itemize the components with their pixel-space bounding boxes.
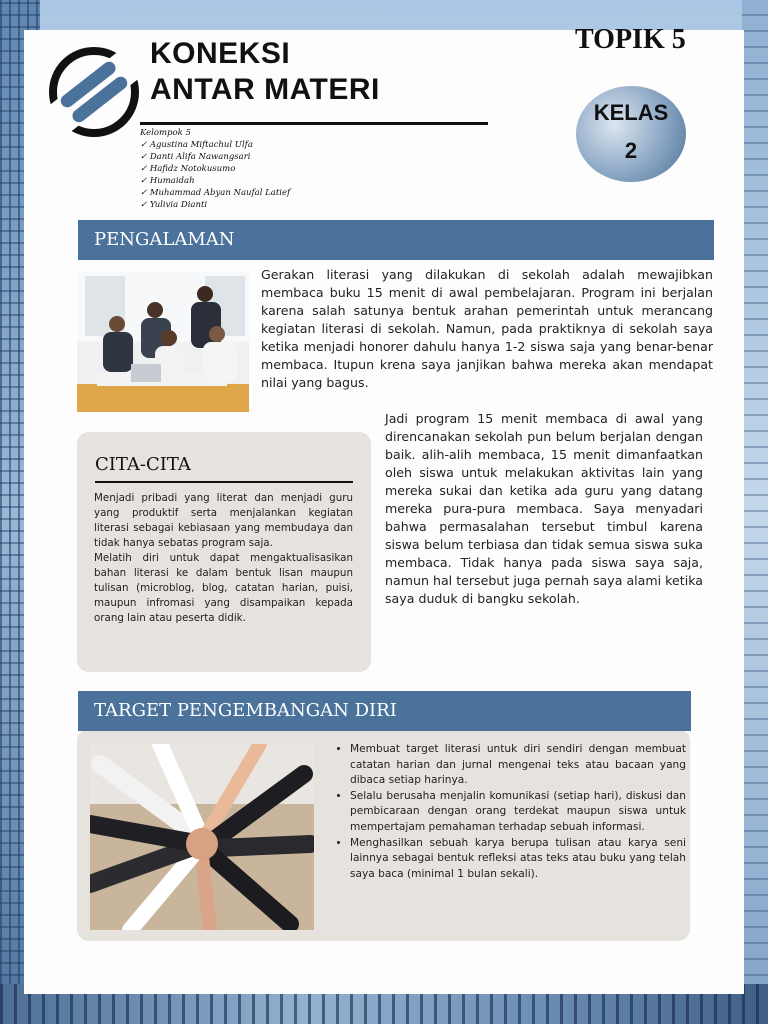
meeting-photo bbox=[77, 272, 249, 412]
kelas-number: 2 bbox=[624, 138, 638, 163]
member-item: ✓ Hafidz Notokusumo bbox=[140, 164, 236, 174]
kelas-label: KELAS bbox=[593, 100, 669, 125]
pengalaman-paragraph-2: Jadi program 15 menit membaca di awal yang direncanakan sekolah pun belum berjalan dengan baik. alih-alih membaca, 15 menit dimanfaatkan oleh siswa untuk melakukan aktivitas lain yang mereka sukai dan ketika ada guru yang datang mereka pura-pura membaca. Saya menyadari bahwa permasalahan tersebut timbul karena siswa belum terbiasa dan tidak semua siswa suka membaca. Tidak hanya pada siswa saya saja, namun hal tersebut juga pernah saya alami ketika saya duduk di bangku sekolah. bbox=[385, 411, 703, 606]
target-item: • Membuat target literasi untuk diri sendiri dengan membuat catatan harian dan jurnal mengenai teks atau bacaan yang dibaca setiap harinya. bbox=[350, 742, 686, 789]
target-heading: TARGET PENGEMBANGAN DIRI bbox=[78, 691, 691, 731]
member-item: ✓ Danti Alifa Nawangsari bbox=[140, 152, 251, 162]
pengalaman-heading: PENGALAMAN bbox=[78, 220, 714, 260]
target-list bbox=[336, 742, 686, 882]
page-title bbox=[150, 36, 470, 108]
target-item: • Menghasilkan sebuah karya berupa tulisan atau karya seni lainnya sebagai bentuk refleksi atas teks atau buku yang telah saya baca (minimal 1 bulan sekali). bbox=[350, 836, 686, 883]
member-item: ✓ Muhammad Abyan Naufal Latief bbox=[140, 188, 291, 198]
kelas-badge bbox=[576, 86, 686, 182]
target-item: • Selalu berusaha menjalin komunikasi (setiap hari), diskusi dan pembicaraan dengan orang terdekat maupun siswa untuk mempertajam pemahaman terhadap sebuah informasi. bbox=[350, 789, 686, 836]
cita-cita-text-2: Melatih diri untuk dapat mengaktualisasikan bahan literasi ke dalam bentuk lisan maupun tulisan (microblog, blog, catatan harian, puisi, maupun infromasi yang disampaikan kepada orang lain atau peserta didik. bbox=[94, 552, 353, 624]
pengalaman-paragraph-1: Gerakan literasi yang dilakukan di sekolah adalah mewajibkan membaca buku 15 menit di awal pembelajaran. Program ini berjalan karena salah satunya bentuk arahan pemerintah untuk merancang kegiatan literasi di sekolah. Namun, pada praktiknya di sekolah saya ketika menjadi honorer dahulu hanya 1-2 siswa saja yang benar-benar membaca. Itupun krena saya janjikan bahwa mereka akan mendapat nilai yang bagus. bbox=[261, 267, 713, 390]
topik-label: TOPIK 5 bbox=[575, 24, 686, 55]
member-item: ✓ Yulivia Dianti bbox=[140, 200, 208, 210]
member-item: ✓ Humaidah bbox=[140, 176, 195, 186]
logo-icon bbox=[47, 45, 141, 139]
member-list bbox=[140, 127, 440, 211]
title-line-1: KONEKSI bbox=[150, 37, 291, 70]
cita-cita-heading: CITA-CITA bbox=[95, 454, 353, 483]
member-item: ✓ Agustina Miftachul Ulfa bbox=[140, 140, 253, 150]
group-label: Kelompok 5 bbox=[140, 128, 191, 138]
team-hands-photo bbox=[90, 744, 314, 930]
title-line-2: ANTAR MATERI bbox=[150, 73, 380, 106]
title-underline bbox=[140, 122, 488, 125]
cita-cita-text-1: Menjadi pribadi yang literat dan menjadi guru yang produktif serta menjalankan kegiatan literasi sebagai kebiasaan yang membudaya dan tidak hanya sebatas program saja. bbox=[94, 492, 353, 549]
background-building-right bbox=[742, 0, 768, 1024]
cita-cita-text bbox=[94, 491, 353, 626]
cita-cita-box bbox=[77, 432, 371, 672]
